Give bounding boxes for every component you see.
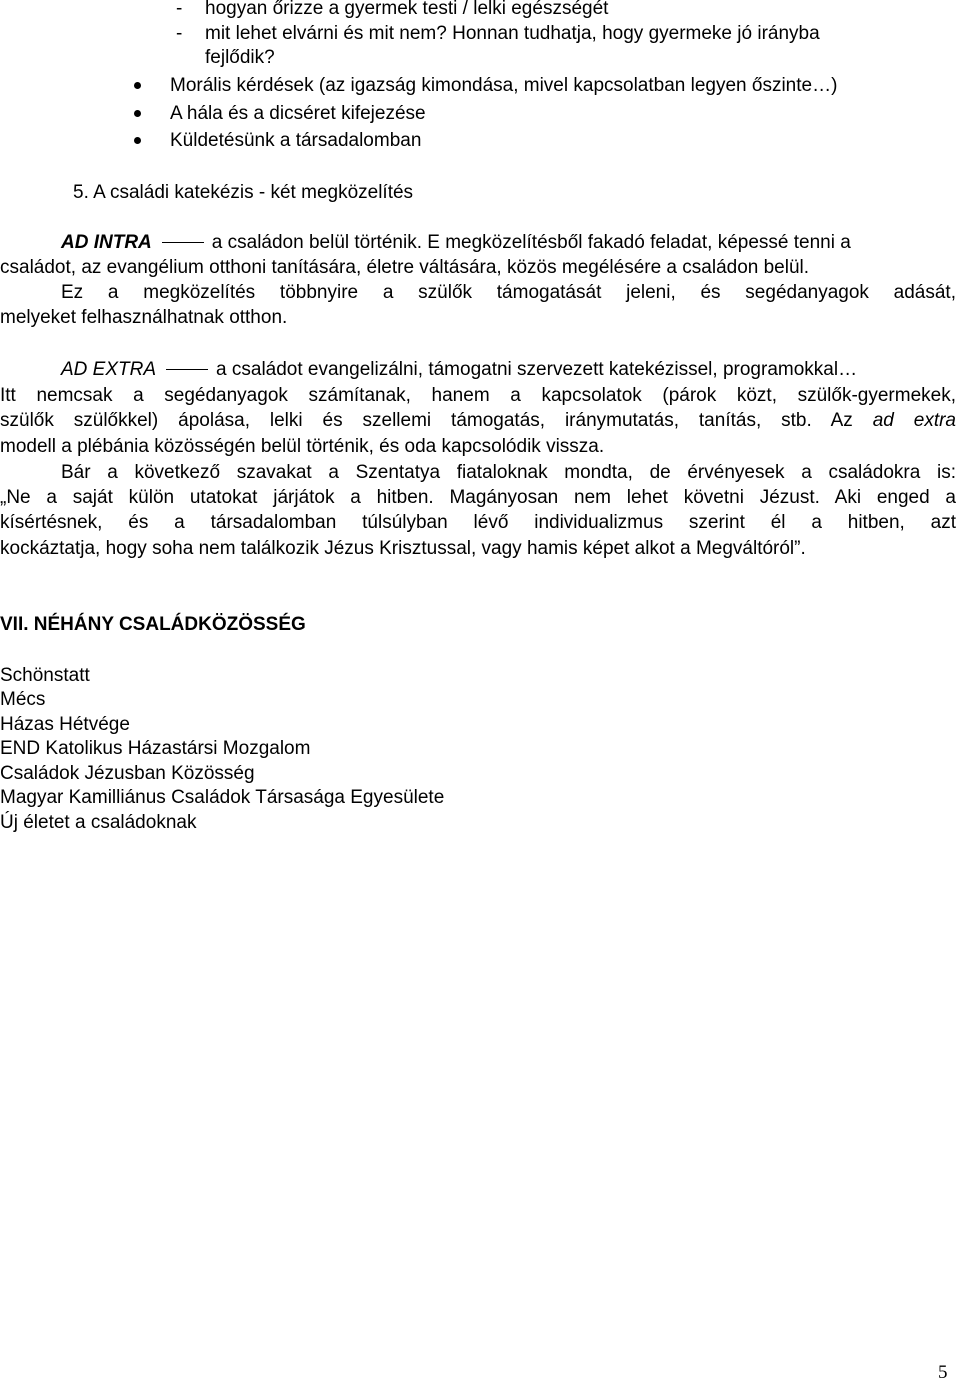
bullet-item: Morális kérdések (az igazság kimondása, mivel kapcsolatban legyen őszinte…)	[170, 75, 838, 96]
community-item: Új életet a családoknak	[0, 812, 197, 833]
dash-marker: -	[176, 23, 183, 44]
dash-marker: -	[176, 0, 183, 19]
dash-list-item: hogyan őrizze a gyermek testi / lelki egészségét	[205, 0, 609, 19]
paragraph-line: melyeket felhasználhatnak otthon.	[0, 307, 288, 328]
bullet-item: Küldetésünk a társadalomban	[170, 130, 422, 151]
quote-line: kockáztatja, hogy soha nem találkozik Jézus Krisztussal, vagy hamis képet alkot a Megváltóról”.	[0, 538, 806, 559]
community-item: Schönstatt	[0, 665, 90, 686]
paragraph-line: családot, az evangélium otthoni tanítására, életre váltására, közös megélésére a családon belül.	[0, 257, 810, 278]
community-item: Mécs	[0, 689, 46, 710]
paragraph-line: Ez a megközelítés többnyire a szülők támogatását jeleni, és segédanyagok adását,	[61, 282, 956, 303]
ad-extra-line	[61, 358, 956, 382]
community-item: Házas Hétvége	[0, 714, 130, 735]
paragraph-line: Itt nemcsak a segédanyagok számítanak, hanem a kapcsolatok (párok közt, szülők-gyermekek,	[0, 385, 956, 406]
community-item: END Katolikus Házastársi Mozgalom	[0, 738, 311, 759]
section-title: 5. A családi katekézis - két megközelítés	[73, 182, 414, 203]
bullet-marker	[134, 137, 141, 144]
dash-list-item: mit lehet elvárni és mit nem? Honnan tudhatja, hogy gyermeke jó irányba	[205, 23, 820, 44]
bullet-item: A hála és a dicséret kifejezése	[170, 103, 426, 124]
ad-extra-label: AD EXTRA	[61, 359, 157, 380]
page-number: 5	[938, 1362, 948, 1383]
community-item: Magyar Kamilliánus Családok Társasága Egyesülete	[0, 787, 445, 808]
community-item: Családok Jézusban Közösség	[0, 763, 255, 784]
paragraph-text: szülők szülőkkel) ápolása, lelki és szellemi támogatás, iránymutatás, tanítás, stb. Az	[0, 410, 853, 431]
quote-line: kísértésnek, és a társadalomban túlsúlyban lévő individualizmus szerint él a hitben, azt	[0, 512, 956, 533]
dash-rule	[166, 369, 208, 370]
section-heading: VII. NÉHÁNY CSALÁDKÖZÖSSÉG	[0, 614, 306, 635]
bullet-marker	[134, 82, 141, 89]
ad-intra-label: AD INTRA	[61, 232, 152, 253]
paragraph-line	[0, 409, 956, 433]
italic-term: ad extra	[872, 410, 957, 431]
paragraph-line: modell a plébánia közösségén belül történik, és oda kapcsolódik vissza.	[0, 436, 605, 457]
ad-intra-text: a családon belül történik. E megközelítésből fakadó feladat, képessé tenni a	[211, 232, 851, 253]
dash-list-item-continued: fejlődik?	[205, 47, 275, 68]
paragraph-line: Bár a következő szavakat a Szentatya fiataloknak mondta, de érvényesek a családokra is:	[61, 462, 956, 483]
ad-intra-line	[61, 231, 956, 255]
bullet-marker	[134, 110, 141, 117]
quote-line: „Ne a saját külön utatokat járjátok a hitben. Magányosan nem lehet követni Jézust. Aki enged a	[0, 487, 956, 508]
ad-extra-text: a családot evangelizálni, támogatni szervezett katekézissel, programokkal…	[216, 359, 858, 380]
dash-rule	[162, 242, 204, 243]
